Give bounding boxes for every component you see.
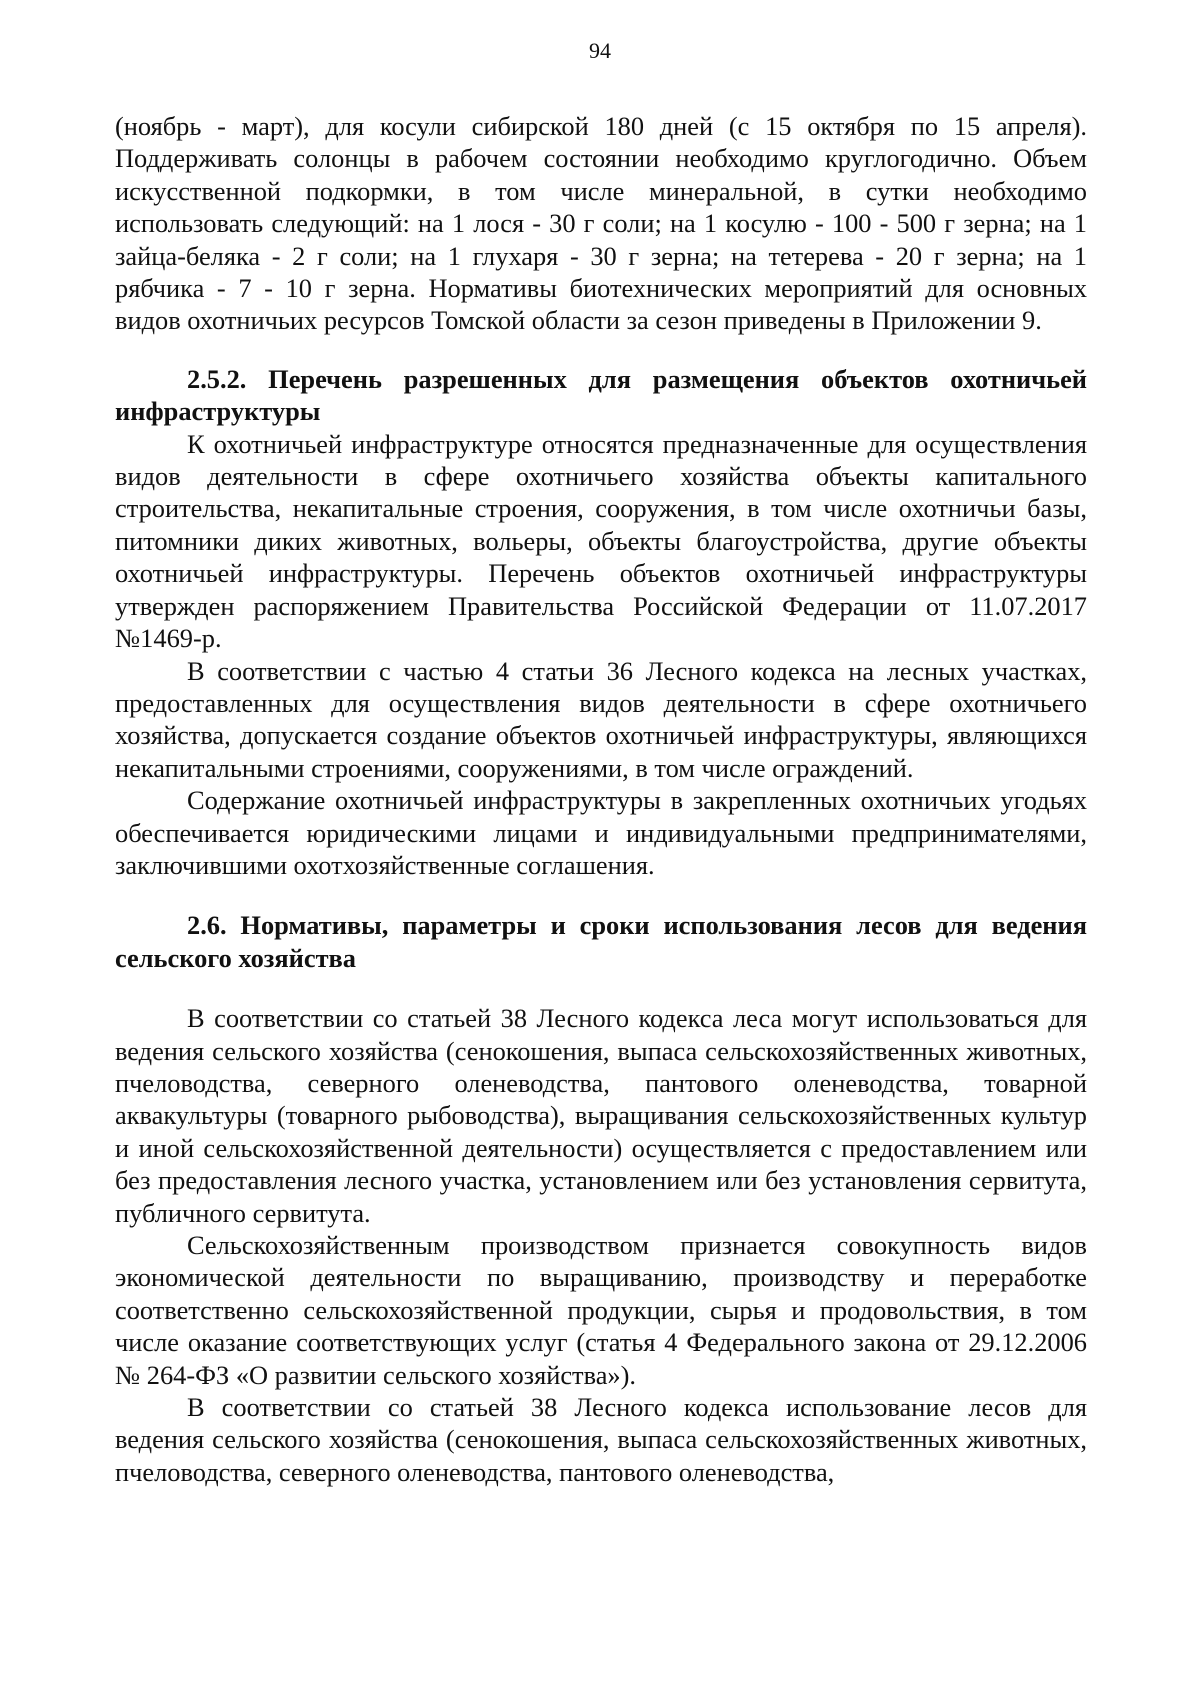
section-heading-2-6: 2.6. Нормативы, параметры и сроки использования лесов для ведения сельского хозяйства xyxy=(115,910,1087,973)
paragraph-forest-code-article-38: В соответствии со статьей 38 Лесного кодекса леса могут использоваться для ведения сельского хозяйства (сенокошения, выпаса сельскохозяйственных животных, пчеловодства, северного оленеводства, пантового оленеводства, товарной аквакультуры (товарного рыбоводства), выращивания сельскохозяйственных культур и иной сельскохозяйственной деятельности) осуществляется с предоставлением или без предоставления лесного участка, установлением или без установления сервитута, публичного сервитута. xyxy=(115,1003,1087,1228)
paragraph-forest-use-agriculture: В соответствии со статьей 38 Лесного кодекса использование лесов для ведения сельского хозяйства (сенокошения, выпаса сельскохозяйственных животных, пчеловодства, северного оленеводства, пантового оленеводства, xyxy=(115,1392,1087,1487)
paragraph-hunting-infrastructure: К охотничьей инфраструктуре относятся предназначенные для осуществления видов деятельности в сфере охотничьего хозяйства объекты капитального строительства, некапитальные строения, сооружения, в том числе охотничьи базы, питомники диких животных, вольеры, объекты благоустройства, другие объекты охотничьей инфраструктуры. Перечень объектов охотничьей инфраструктуры утвержден распоряжением Правительства Российской Федерации от 11.07.2017 №1469-р. xyxy=(115,428,1087,654)
document-body xyxy=(115,110,1087,1488)
page-number: 94 xyxy=(589,38,611,63)
paragraph-infrastructure-maintenance: Содержание охотничьей инфраструктуры в закрепленных охотничьих угодьях обеспечивается юридическими лицами и индивидуальными предпринимателями, заключившими охотхозяйственные соглашения. xyxy=(115,785,1087,880)
paragraph-biotech-feeding: (ноябрь - март), для косули сибирской 180 дней (с 15 октября по 15 апреля). Поддерживать солонцы в рабочем состоянии необходимо круглогодично. Объем искусственной подкормки, в том числе минеральной, в сутки необходимо использовать следующий: на 1 лося - 30 г соли; на 1 косулю - 100 - 500 г зерна; на 1 зайца-беляка - 2 г соли; на 1 глухаря - 30 г зерна; на тетерева - 20 г зерна; на 1 рябчика - 7 - 10 г зерна. Нормативы биотехнических мероприятий для основных видов охотничьих ресурсов Томской области за сезон приведены в Приложении 9. xyxy=(115,111,1087,336)
section-heading-2-5-2: 2.5.2. Перечень разрешенных для размещения объектов охотничьей инфраструктуры xyxy=(115,363,1087,427)
paragraph-agricultural-production: Сельскохозяйственным производством признается совокупность видов экономической деятельности по выращиванию, производству и переработке соответственно сельскохозяйственной продукции, сырья и продовольствия, в том числе оказание соответствующих услуг (статья 4 Федерального закона от 29.12.2006 № 264-ФЗ «О развитии сельского хозяйства»). xyxy=(115,1230,1087,1390)
paragraph-forest-code-article-36: В соответствии с частью 4 статьи 36 Лесного кодекса на лесных участках, предоставленных для осуществления видов деятельности в сфере охотничьего хозяйства, допускается создание объектов охотничьей инфраструктуры, являющихся некапитальными строениями, сооружениями, в том числе ограждений. xyxy=(115,655,1087,783)
